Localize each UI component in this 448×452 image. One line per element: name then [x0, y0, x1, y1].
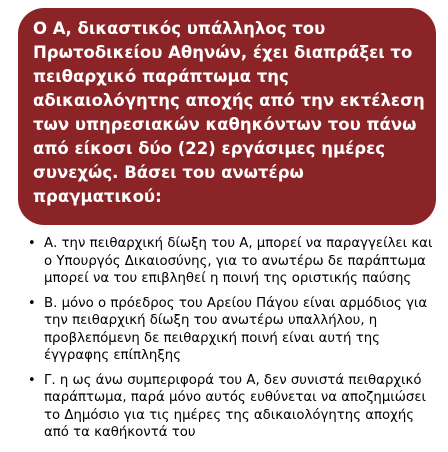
- answer-text: Β. μόνο ο πρόεδρος του Αρείου Πάγου είναι αρμόδιος για την πειθαρχική δίωξη του ανωτέρω υπαλλήλου, η προβλεπόμενη δε πειθαρχική ποινή είναι αυτή της έγγραφης επίπληξης: [44, 295, 428, 363]
- bullet-icon: •: [28, 372, 36, 388]
- answer-option-b: [28, 295, 438, 365]
- bullet-icon: •: [28, 236, 36, 251]
- answer-option-c: [28, 372, 438, 442]
- answer-text: Α. την πειθαρχική δίωξη του Α, μπορεί να παραγγείλει και ο Υπουργός Δικαιοσύνης, για το ανωτέρω δε παράπτωμα μπορεί να του επιβληθεί η ποινή της οριστικής παύσης: [44, 236, 433, 286]
- answer-option-a: [28, 235, 438, 288]
- question-text: Ο Α, δικαστικός υπάλληλος του Πρωτοδικείου Αθηνών, έχει διαπράξει το πειθαρχικό παράπτωμα της αδικαιολόγητης αποχής από την εκτέλεση των υπηρεσιακών καθηκόντων του πάνω από είκοσι δύο (22) εργάσιμες ημέρες συνεχώς. Βάσει του ανωτέρω πραγματικού:: [33, 19, 425, 206]
- answer-list: [28, 235, 438, 449]
- answer-text: Γ. η ως άνω συμπεριφορά του Α, δεν συνιστά πειθαρχικό παράπτωμα, παρά μόνο αυτός ευθύνεται να αποζημιώσει το Δημόσιο για τις ημέρες της αδικαιολόγητης αποχής από τα καθήκοντά του: [44, 372, 427, 440]
- question-box: [18, 8, 436, 225]
- bullet-icon: •: [28, 295, 36, 311]
